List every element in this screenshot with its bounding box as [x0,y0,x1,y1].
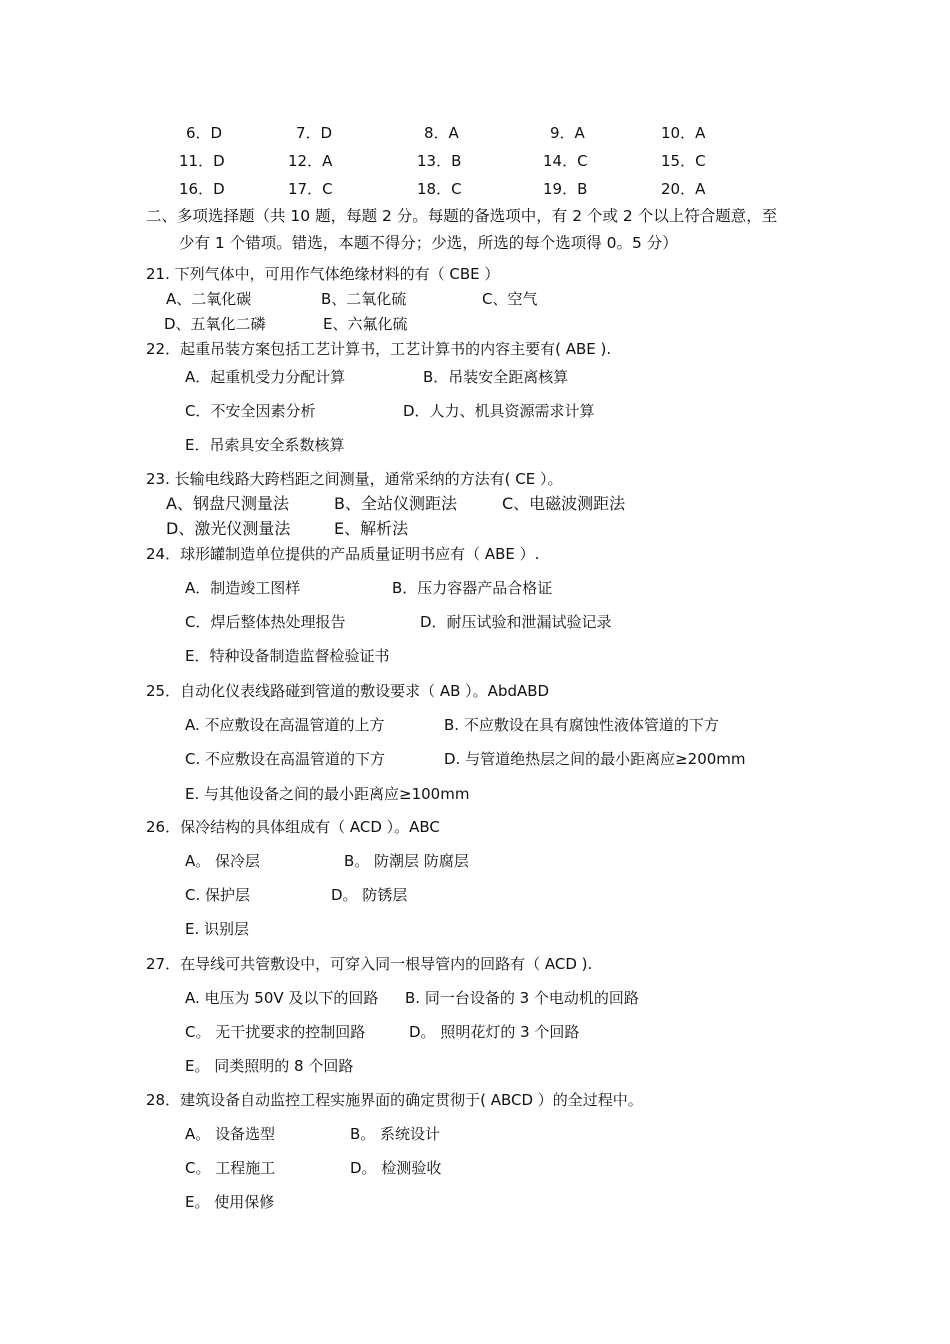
option-a: A. 不应敷设在高温管道的上方 [185,716,385,734]
option-e: E．特种设备制造监督检验证书 [185,647,390,665]
option-d: D。 检测验收 [350,1159,442,1177]
option-c: C、空气 [482,290,538,308]
answer-item: 9．A [550,124,585,142]
option-a: A. 电压为 50V 及以下的回路 [185,989,379,1007]
option-b: B. 不应敷设在具有腐蚀性液体管道的下方 [444,716,719,734]
option-a: A．制造竣工图样 [185,579,301,597]
answer-item: 12．A [288,152,333,170]
answer-item: 19．B [543,180,588,198]
option-b: B、二氧化硫 [321,290,407,308]
section-heading: 二、多项选择题（共 10 题，每题 2 分。每题的备选项中，有 2 个或 2 个以上符合题意，至 [146,207,778,225]
answer-item: 15．C [661,152,706,170]
question-stem: 27．在导线可共管敷设中，可穿入同一根导管内的回路有（ ACD ). [146,955,593,973]
answer-item: 7．D [296,124,333,142]
answer-item: 11．D [179,152,225,170]
question-stem: 25．自动化仪表线路碰到管道的敷设要求（ AB ）。AbdABD [146,682,550,700]
section-heading-cont: 少有 1 个错项。错选，本题不得分；少选，所选的每个选项得 0。5 分） [179,234,678,252]
question-stem: 28．建筑设备自动监控工程实施界面的确定贯彻于( ABCD ）的全过程中。 [146,1091,643,1109]
option-d: D、激光仪测量法 [166,519,291,538]
option-a: A、二氧化碳 [166,290,252,308]
option-e: E。 同类照明的 8 个回路 [185,1057,354,1075]
option-d: D。 照明花灯的 3 个回路 [409,1023,580,1041]
option-e: E。 使用保修 [185,1193,275,1211]
answer-item: 10．A [661,124,706,142]
question-stem: 21. 下列气体中，可用作气体绝缘材料的有（ CBE ） [146,265,500,283]
option-d: D．耐压试验和泄漏试验记录 [420,613,612,631]
option-d: D. 与管道绝热层之间的最小距离应≥200mm [444,750,746,768]
option-b: B。 防潮层 防腐层 [344,852,469,870]
question-stem: 26．保冷结构的具体组成有（ ACD ）。ABC [146,818,440,836]
option-e: E．吊索具安全系数核算 [185,436,345,454]
answer-item: 13．B [417,152,462,170]
option-c: C。 工程施工 [185,1159,276,1177]
option-c: C、电磁波测距法 [502,494,626,513]
option-d: D、五氧化二磷 [164,315,266,333]
question-stem: 22．起重吊装方案包括工艺计算书，工艺计算书的内容主要有( ABE ). [146,340,612,358]
option-b: B、全站仪测距法 [334,494,457,513]
option-c: C. 不应敷设在高温管道的下方 [185,750,386,768]
option-b: B．压力容器产品合格证 [392,579,553,597]
option-b: B. 同一台设备的 3 个电动机的回路 [405,989,639,1007]
answer-item: 16．D [179,180,225,198]
answer-item: 14．C [543,152,588,170]
question-stem: 23. 长输电线路大跨档距之间测量，通常采纳的方法有( CE ）。 [146,470,563,488]
option-c: C. 保护层 [185,886,251,904]
answer-item: 20．A [661,180,706,198]
option-c: C．焊后整体热处理报告 [185,613,346,631]
option-e: E、六氟化硫 [323,315,408,333]
answer-item: 8．A [424,124,459,142]
option-e: E. 与其他设备之间的最小距离应≥100mm [185,785,470,803]
option-c: C。 无干扰要求的控制回路 [185,1023,366,1041]
option-b: B．吊装安全距离核算 [423,368,569,386]
answer-item: 17．C [288,180,333,198]
option-a: A、钢盘尺测量法 [166,494,289,513]
answer-item: 18．C [417,180,462,198]
option-a: A。 设备选型 [185,1125,276,1143]
option-a: A．起重机受力分配计算 [185,368,346,386]
answer-item: 6．D [186,124,223,142]
option-b: B。 系统设计 [350,1125,441,1143]
option-c: C．不安全因素分析 [185,402,316,420]
option-a: A。 保冷层 [185,852,261,870]
option-d: D．人力、机具资源需求计算 [403,402,595,420]
option-e: E、解析法 [334,519,409,538]
option-e: E. 识别层 [185,920,250,938]
question-stem: 24．球形罐制造单位提供的产品质量证明书应有（ ABE ）. [146,545,540,563]
option-d: D。 防锈层 [331,886,408,904]
